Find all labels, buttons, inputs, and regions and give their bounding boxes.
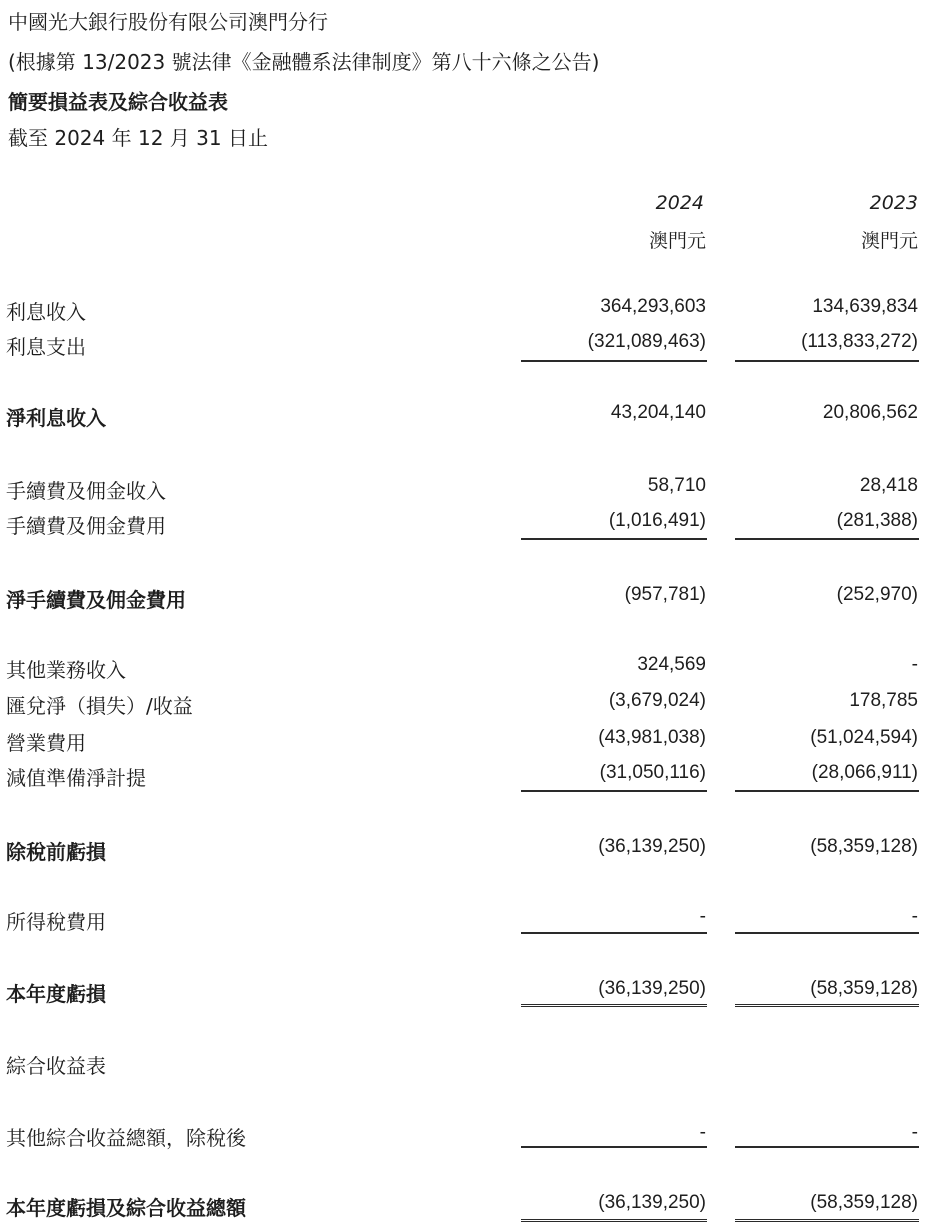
value-2024: (3,679,024): [608, 690, 706, 711]
column-currency-2024: 澳門元: [648, 230, 706, 252]
row-other-income: [0, 654, 930, 684]
value-2023: -: [911, 654, 918, 675]
column-currency-2023: 澳門元: [860, 230, 918, 252]
value-2024: 364,293,603: [600, 296, 706, 317]
subtotal-rule-2023: [735, 932, 919, 934]
value-2024: (36,139,250): [598, 978, 706, 999]
row-interest-expense: [0, 331, 930, 361]
row-fee-expense: [0, 510, 930, 540]
row-label: 本年度虧損: [6, 982, 106, 1006]
column-year-2023: 2023: [869, 192, 918, 214]
total-double-rule-2023: [735, 1219, 919, 1225]
value-2023: 20,806,562: [822, 402, 918, 423]
row-label: 手續費及佣金費用: [6, 514, 166, 538]
value-2023: -: [911, 1122, 918, 1143]
total-double-rule-2024: [521, 1219, 707, 1225]
row-loss-before-tax: [0, 836, 930, 866]
value-2024: (957,781): [624, 584, 706, 605]
row-operating-expense: [0, 727, 930, 757]
row-net-interest-income: [0, 402, 930, 432]
column-year-2024: 2024: [655, 192, 704, 214]
value-2023: -: [911, 906, 918, 927]
value-2023: 134,639,834: [812, 296, 918, 317]
value-2023: 28,418: [859, 475, 918, 496]
section-heading: 綜合收益表: [6, 1054, 106, 1078]
subtotal-rule-2024: [521, 1146, 707, 1148]
value-2024: (1,016,491): [608, 510, 706, 531]
value-2023: (58,359,128): [810, 1192, 918, 1213]
row-label: 利息收入: [6, 300, 86, 324]
value-2024: (43,981,038): [598, 727, 706, 748]
value-2024: (31,050,116): [599, 762, 706, 783]
subtotal-rule-2023: [735, 1146, 919, 1148]
value-2024: (36,139,250): [598, 836, 706, 857]
value-2024: -: [699, 1122, 706, 1143]
value-2024: 324,569: [637, 654, 706, 675]
row-label: 其他業務收入: [6, 658, 126, 682]
row-comprehensive-heading: [0, 1050, 930, 1080]
row-impairment: [0, 762, 930, 792]
subtotal-rule-2023: [735, 360, 919, 362]
row-net-fee-expense: [0, 584, 930, 614]
bank-name: 中國光大銀行股份有限公司澳門分行: [8, 10, 328, 34]
row-label: 匯兌淨（損失）/收益: [6, 694, 193, 718]
value-2024: (321,089,463): [587, 331, 706, 352]
law-notice: (根據第 13/2023 號法律《金融體系法律制度》第八十六條之公告): [8, 50, 600, 74]
subtotal-rule-2024: [521, 932, 707, 934]
value-2023: (51,024,594): [810, 727, 918, 748]
row-label: 其他綜合收益總額，除稅後: [6, 1126, 246, 1150]
value-2023: (58,359,128): [810, 978, 918, 999]
value-2024: 58,710: [647, 475, 706, 496]
value-2023: (281,388): [836, 510, 918, 531]
row-fee-income: [0, 475, 930, 505]
row-label: 所得稅費用: [6, 910, 106, 934]
subtotal-rule-2024: [521, 360, 707, 362]
subtotal-rule-2024: [521, 538, 707, 540]
subtotal-rule-2024: [521, 790, 707, 792]
value-2024: (36,139,250): [598, 1192, 706, 1213]
row-total-comprehensive: [0, 1192, 930, 1222]
row-label: 營業費用: [6, 731, 86, 755]
row-label: 利息支出: [6, 335, 86, 359]
value-2023: (113,833,272): [801, 331, 918, 352]
row-interest-income: [0, 296, 930, 326]
row-label: 淨利息收入: [6, 406, 106, 430]
value-2023: (28,066,911): [811, 762, 918, 783]
row-label: 本年度虧損及綜合收益總額: [6, 1196, 246, 1220]
statement-title: 簡要損益表及綜合收益表: [8, 90, 228, 114]
value-2023: (58,359,128): [810, 836, 918, 857]
value-2024: 43,204,140: [610, 402, 706, 423]
row-label: 除稅前虧損: [6, 840, 106, 864]
subtotal-rule-2023: [735, 538, 919, 540]
row-fx-net: [0, 690, 930, 720]
row-label: 淨手續費及佣金費用: [6, 588, 186, 612]
value-2023: 178,785: [849, 690, 918, 711]
total-double-rule-2024: [521, 1004, 707, 1010]
period-text: 截至 2024 年 12 月 31 日止: [8, 126, 268, 150]
subtotal-rule-2023: [735, 790, 919, 792]
row-label: 減值準備淨計提: [6, 766, 146, 790]
total-double-rule-2023: [735, 1004, 919, 1010]
row-label: 手續費及佣金收入: [6, 479, 166, 503]
value-2023: (252,970): [836, 584, 918, 605]
value-2024: -: [699, 906, 706, 927]
